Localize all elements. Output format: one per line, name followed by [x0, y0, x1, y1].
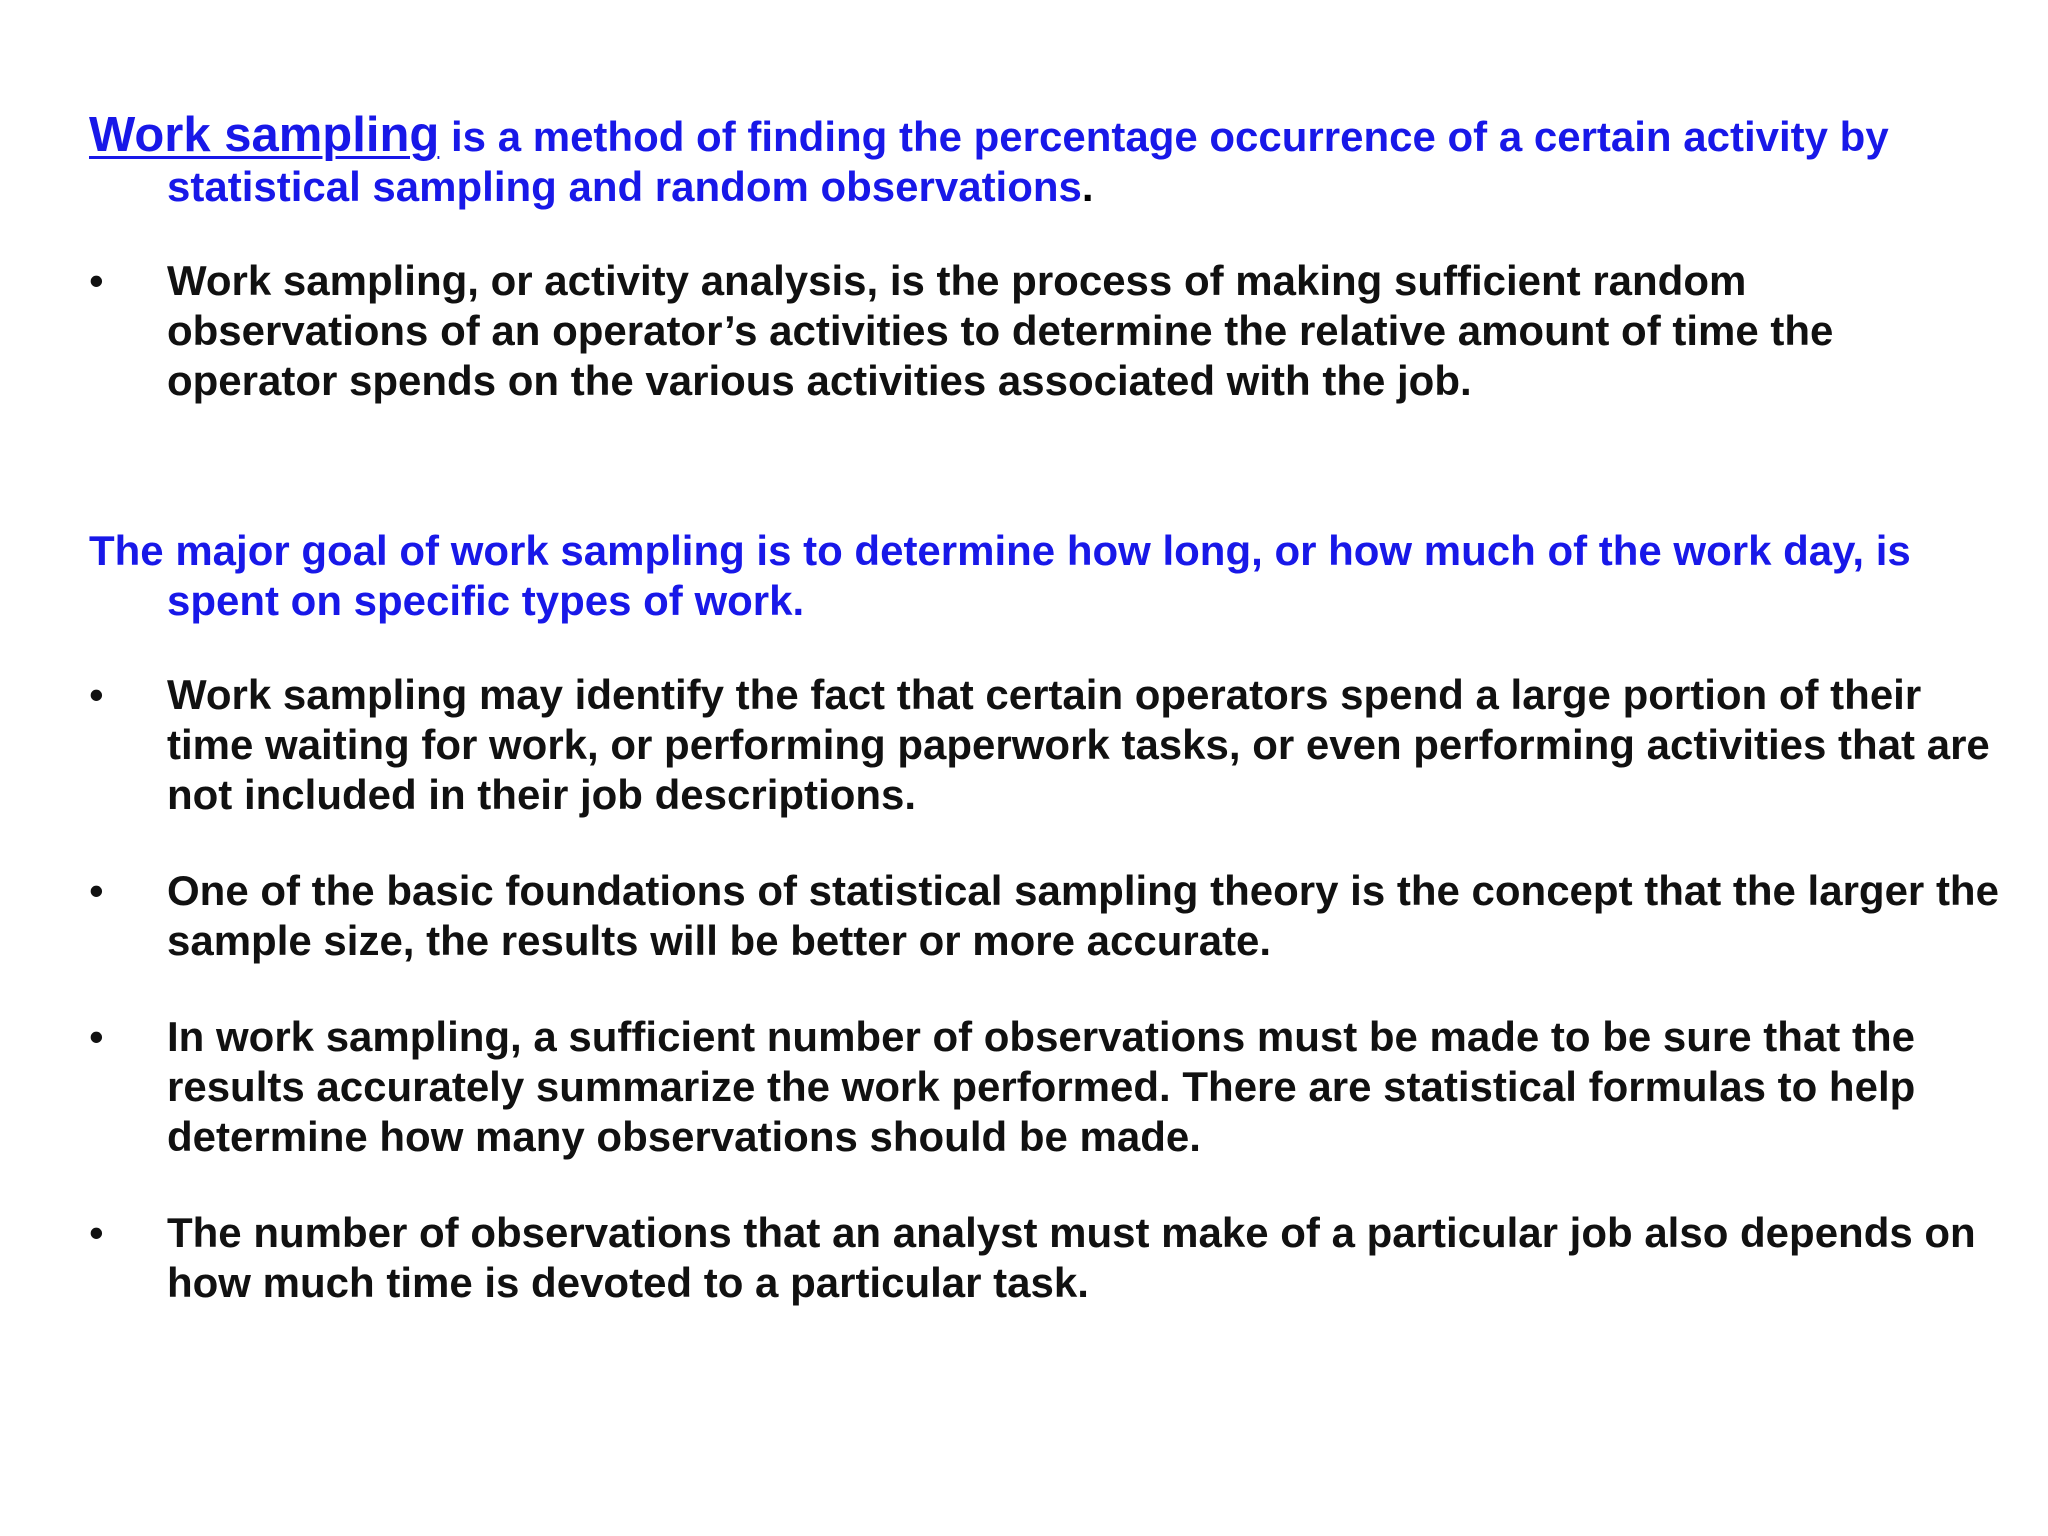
- bullet-item: [89, 1012, 1999, 1162]
- bullet-text: The number of observations that an analyst must make of a particular job also depends on how much time is devoted to a particular task.: [167, 1209, 1976, 1306]
- bullet-item: [89, 1208, 1999, 1308]
- definition-paragraph: [89, 110, 1999, 212]
- definition-end: .: [1081, 163, 1094, 210]
- bullet-item: [89, 866, 1999, 966]
- bullet-dot-icon: •: [89, 671, 104, 718]
- definition-term-link[interactable]: Work sampling: [89, 108, 440, 162]
- bullet-dot-icon: •: [89, 1013, 104, 1060]
- bullet-dot-icon: •: [89, 1209, 104, 1256]
- bullet-dot-icon: •: [89, 257, 104, 304]
- bullet-text: One of the basic foundations of statistical sampling theory is the concept that the larger the sample size, the results will be better or more accurate.: [167, 867, 1999, 964]
- bullet-dot-icon: •: [89, 867, 104, 914]
- bullet-item: [89, 670, 1999, 820]
- definition-text: is a method of finding the percentage occurrence of a certain activity by statistical sampling and random observations: [167, 113, 1889, 210]
- goal-paragraph: The major goal of work sampling is to determine how long, or how much of the work day, is spent on specific types of work.: [89, 527, 1911, 624]
- bullet-item: [89, 256, 1999, 406]
- bullet-text: Work sampling, or activity analysis, is the process of making sufficient random observations of an operator’s activities to determine the relative amount of time the operator spends on the various activities associated with the job.: [167, 257, 1834, 404]
- bullet-text: Work sampling may identify the fact that certain operators spend a large portion of their time waiting for work, or performing paperwork tasks, or even performing activities that are not included in their job descriptions.: [167, 671, 1990, 818]
- bullet-text: In work sampling, a sufficient number of observations must be made to be sure that the results accurately summarize the work performed. There are statistical formulas to help determine how many observations should be made.: [167, 1013, 1916, 1160]
- slide-content: [89, 110, 1999, 1308]
